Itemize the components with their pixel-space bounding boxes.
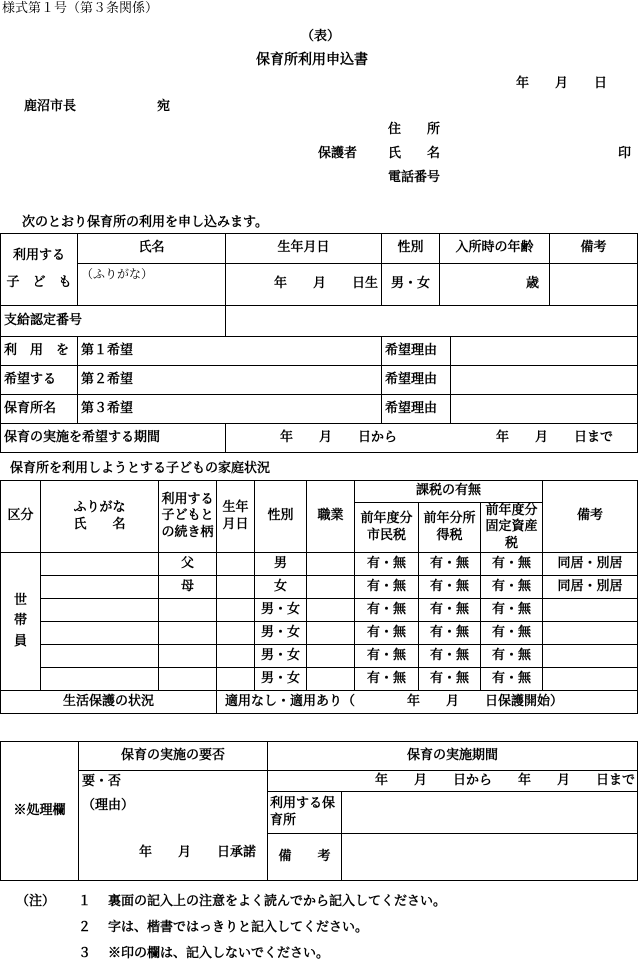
member-sex[interactable]: 女 [255,576,307,599]
note-num: １ [78,894,92,909]
seal-mark: 印 [618,146,632,161]
member-birth-header: 生年月日 [217,481,255,553]
member-birth-field[interactable] [217,553,255,576]
member-job-field[interactable] [307,553,355,576]
member-tax-property[interactable]: 有・無 [481,599,543,622]
note-text: 字は、楷書ではっきりと記入してください。 [108,920,369,935]
pref-1-reason-label: 希望理由 [382,337,451,366]
member-sex[interactable]: 男・女 [255,668,307,691]
tax-header-city: 前年度分市民税 [355,503,419,553]
member-birth-field[interactable] [217,668,255,691]
name-label: 氏 名 [388,146,441,161]
member-tax-property[interactable]: 有・無 [481,576,543,599]
tax-header: 課税の有無 [355,481,543,503]
office-note-label: 備 考 [268,834,342,881]
job-header: 職業 [307,481,355,553]
page-title: 保育所利用申込書 [256,52,368,68]
pref-side-label-1: 利 用 を [1,337,78,366]
member-job-field[interactable] [307,576,355,599]
child-age-field[interactable]: 歳 [440,264,550,306]
member-note[interactable] [543,668,638,691]
child-row-label: 利用する 子 ど も [1,234,78,306]
member-tax-city[interactable]: 有・無 [355,622,419,645]
date-line: 年 月 日 [516,76,608,91]
pref-3-field[interactable]: 第３希望 [78,395,382,424]
office-period-header: 保育の実施期間 [268,742,638,771]
tax-header-property: 前年度分固定資産税 [481,503,543,553]
member-tax-income[interactable]: 有・無 [419,599,481,622]
address-label: 住 所 [388,122,441,137]
period-to: 年 月 日まで [495,429,613,445]
member-sex[interactable]: 男・女 [255,599,307,622]
member-relation[interactable] [159,622,217,645]
member-relation[interactable] [159,645,217,668]
pref-3-reason-field[interactable] [451,395,638,424]
need-value: 要・否 [82,774,122,789]
member-note[interactable]: 同居・別居 [543,553,638,576]
note-text: 裏面の記入上の注意をよく読んでから記入してください。 [108,894,447,909]
child-birth-field[interactable]: 年 月 日生 [226,264,382,306]
member-tax-city[interactable]: 有・無 [355,668,419,691]
pref-side-label-3: 保育所名 [1,395,78,424]
cert-number-field[interactable] [226,306,638,337]
member-name-field[interactable] [41,576,159,599]
child-sex-field[interactable]: 男・女 [382,264,440,306]
office-period-field[interactable]: 年 月 日から 年 月 日まで [268,771,638,792]
member-tax-income[interactable]: 有・無 [419,576,481,599]
member-tax-property[interactable]: 有・無 [481,622,543,645]
member-tax-income[interactable]: 有・無 [419,553,481,576]
phone-label: 電話番号 [388,170,441,185]
approval-date: 年 月 日承諾 [138,844,256,860]
pref-1-reason-field[interactable] [451,337,638,366]
member-tax-income[interactable]: 有・無 [419,645,481,668]
pref-3-reason-label: 希望理由 [382,395,451,424]
member-name-field[interactable] [41,599,159,622]
member-note-header: 備考 [543,481,638,553]
welfare-label: 生活保護の状況 [1,691,217,714]
facility-field[interactable] [342,792,638,834]
period-field[interactable] [226,424,638,453]
member-tax-city[interactable]: 有・無 [355,645,419,668]
member-relation[interactable] [159,599,217,622]
form-label: 様式第１号（第３条関係） [2,1,159,16]
member-birth-field[interactable] [217,576,255,599]
member-tax-income[interactable]: 有・無 [419,668,481,691]
member-relation[interactable] [159,668,217,691]
member-note[interactable] [543,645,638,668]
member-sex[interactable]: 男・女 [255,622,307,645]
relation-header: 利用する子どもとの続き柄 [159,481,217,553]
child-sex-header: 性別 [382,234,440,264]
member-birth-field[interactable] [217,599,255,622]
member-tax-city[interactable]: 有・無 [355,553,419,576]
member-name-header: ふりがな 氏 名 [41,481,159,553]
member-note[interactable] [543,599,638,622]
need-reason: （理由） [82,798,135,814]
household-heading: 保育所を利用しようとする子どもの家庭状況 [10,461,271,476]
member-job-field[interactable] [307,668,355,691]
member-tax-city[interactable]: 有・無 [355,599,419,622]
member-note[interactable] [543,622,638,645]
member-tax-property[interactable]: 有・無 [481,553,543,576]
office-side-label: ※処理欄 [1,742,79,881]
member-job-field[interactable] [307,599,355,622]
ate-label: 宛 [157,99,171,114]
pref-2-reason-field[interactable] [451,366,638,395]
household-side-label: 世帯員 [1,553,41,691]
cert-label: 支給認定番号 [1,306,226,337]
member-name-field[interactable] [41,622,159,645]
member-sex-header: 性別 [255,481,307,553]
member-birth-field[interactable] [217,645,255,668]
note-num: ２ [78,920,92,935]
pref-2-reason-label: 希望理由 [382,366,451,395]
mayor-label: 鹿沼市長 [24,99,77,114]
member-name-field[interactable] [41,645,159,668]
need-field[interactable] [79,771,268,881]
member-job-field[interactable] [307,622,355,645]
furigana-label: （ふりがな） [81,267,154,281]
member-tax-property[interactable]: 有・無 [481,645,543,668]
omote-label: （表） [301,29,341,44]
pref-side-label-2: 希望する [1,366,78,395]
tax-header-income: 前年分所得税 [419,503,481,553]
member-relation[interactable]: 母 [159,576,217,599]
need-header: 保育の実施の要否 [79,742,268,771]
child-name-field[interactable] [78,264,226,306]
member-tax-property[interactable]: 有・無 [481,668,543,691]
facility-label: 利用する保育所 [268,792,342,834]
period-from: 年 月 日から [279,429,397,445]
guardian-label: 保護者 [318,146,358,161]
member-name-field[interactable] [41,553,159,576]
member-job-field[interactable] [307,645,355,668]
intro-text: 次のとおり保育所の利用を申し込みます。 [22,215,268,230]
child-birth-header: 生年月日 [226,234,382,264]
pref-1-field[interactable]: 第１希望 [78,337,382,366]
member-tax-city[interactable]: 有・無 [355,576,419,599]
member-tax-income[interactable]: 有・無 [419,622,481,645]
note-num: ３ [78,946,92,961]
child-age-header: 入所時の年齢 [440,234,550,264]
kubun-header: 区分 [1,481,41,553]
application-table [0,233,638,453]
member-note[interactable]: 同居・別居 [543,576,638,599]
member-sex[interactable]: 男 [255,553,307,576]
child-note-header: 備考 [550,234,638,264]
pref-2-field[interactable]: 第２希望 [78,366,382,395]
member-name-field[interactable] [41,668,159,691]
office-note-field[interactable] [342,834,638,881]
notes-label: （注） [16,894,56,909]
household-table [0,480,638,714]
member-relation[interactable]: 父 [159,553,217,576]
period-label: 保育の実施を希望する期間 [1,424,226,453]
member-birth-field[interactable] [217,622,255,645]
note-text: ※印の欄は、記入しないでください。 [108,946,330,961]
child-name-header: 氏名 [78,234,226,264]
office-table [0,741,638,881]
member-sex[interactable]: 男・女 [255,645,307,668]
welfare-field[interactable]: 適用なし・適用あり（ 年 月 日保護開始） [217,691,638,714]
child-note-field[interactable] [550,264,638,306]
